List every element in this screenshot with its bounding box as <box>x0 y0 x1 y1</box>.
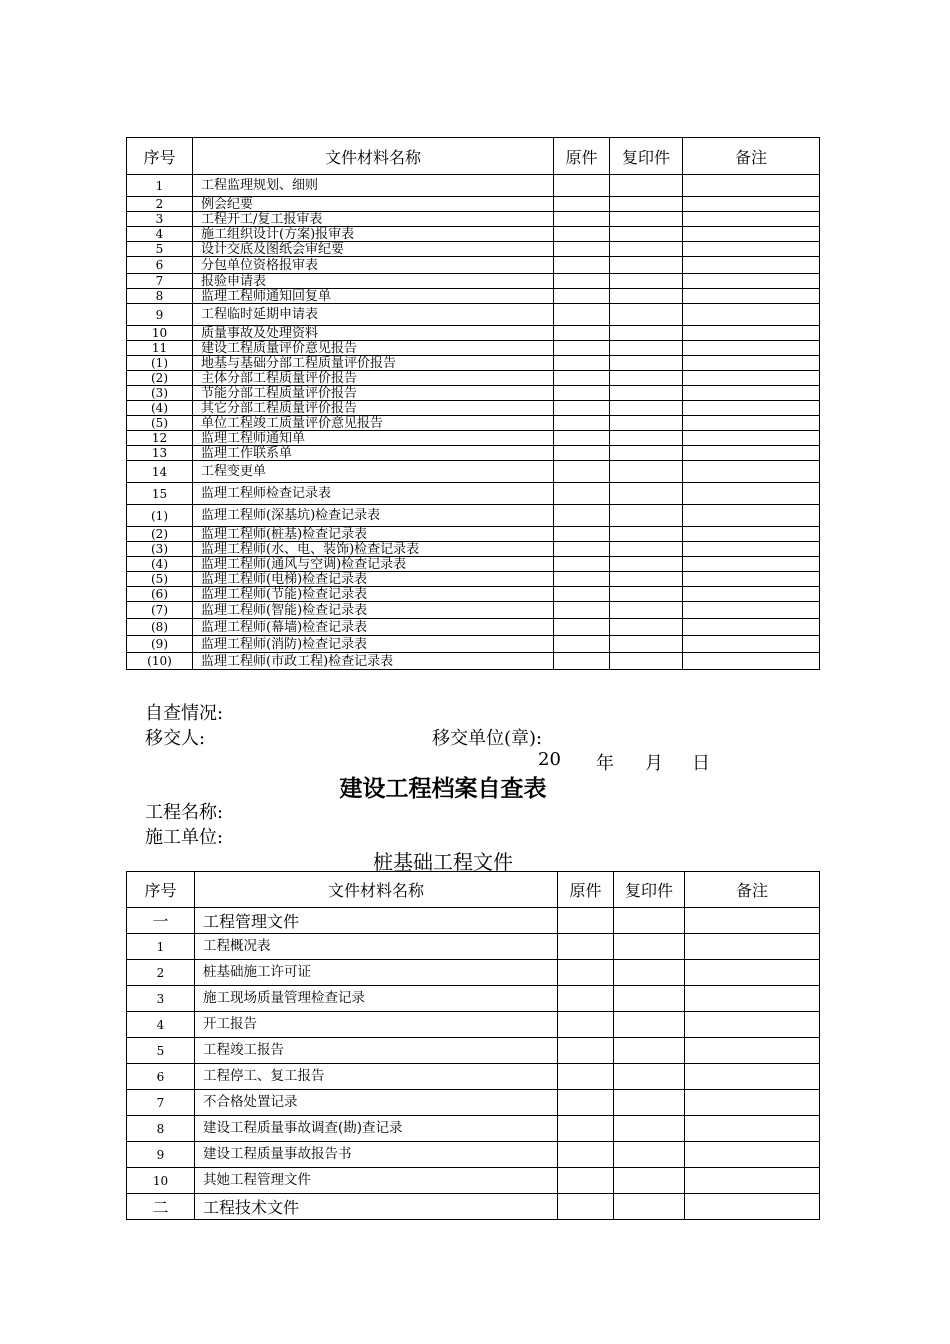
table-row <box>127 227 820 242</box>
row-original <box>558 1038 614 1064</box>
row-seq: (3) <box>127 386 193 401</box>
row-seq: 6 <box>127 257 193 274</box>
row-name: 施工现场质量管理检查记录 <box>195 986 558 1012</box>
row-original <box>558 1064 614 1090</box>
table-row <box>127 326 820 341</box>
row-name: 工程管理文件 <box>195 908 558 934</box>
row-copy <box>610 242 683 257</box>
row-copy <box>614 1116 685 1142</box>
row-seq: 6 <box>127 1064 195 1090</box>
row-name: 建设工程质量事故报告书 <box>195 1142 558 1168</box>
row-name: 监理工程师通知回复单 <box>193 289 554 304</box>
row-remarks <box>683 341 820 356</box>
row-seq: 9 <box>127 1142 195 1168</box>
table-row <box>127 527 820 542</box>
header-original: 原件 <box>558 872 614 908</box>
row-remarks <box>685 1194 820 1220</box>
row-name: 主体分部工程质量评价报告 <box>193 371 554 386</box>
row-copy <box>610 557 683 572</box>
table-row <box>127 653 820 670</box>
row-remarks <box>683 619 820 636</box>
row-seq: (10) <box>127 653 193 670</box>
table-row <box>127 341 820 356</box>
header-copy: 复印件 <box>610 138 683 175</box>
row-original <box>554 636 610 653</box>
row-copy <box>610 416 683 431</box>
row-seq: 5 <box>127 1038 195 1064</box>
row-copy <box>614 1090 685 1116</box>
row-remarks <box>683 461 820 483</box>
row-remarks <box>683 542 820 557</box>
row-seq: (9) <box>127 636 193 653</box>
row-copy <box>610 542 683 557</box>
row-remarks <box>683 416 820 431</box>
row-original <box>558 986 614 1012</box>
date-year: 年 <box>596 753 614 774</box>
row-name: 监理工程师(电梯)检查记录表 <box>193 572 554 587</box>
row-seq: 4 <box>127 227 193 242</box>
table-row <box>127 1142 820 1168</box>
row-seq: 13 <box>127 446 193 461</box>
table-header-row <box>127 138 820 175</box>
row-seq: (2) <box>127 527 193 542</box>
row-remarks <box>683 587 820 602</box>
table-row <box>127 304 820 326</box>
row-seq: 3 <box>127 986 195 1012</box>
row-copy <box>610 461 683 483</box>
row-seq: 11 <box>127 341 193 356</box>
row-original <box>554 257 610 274</box>
row-remarks <box>683 431 820 446</box>
row-seq: (5) <box>127 416 193 431</box>
row-remarks <box>683 636 820 653</box>
row-seq: 10 <box>127 326 193 341</box>
row-seq: 2 <box>127 960 195 986</box>
row-copy <box>610 326 683 341</box>
row-seq: 15 <box>127 483 193 505</box>
row-original <box>554 212 610 227</box>
row-copy <box>610 619 683 636</box>
row-name: 监理工程师通知单 <box>193 431 554 446</box>
table-row <box>127 960 820 986</box>
row-remarks <box>683 557 820 572</box>
pile-foundation-files-table <box>126 871 820 1220</box>
row-seq: 二 <box>127 1194 195 1220</box>
row-seq: (8) <box>127 619 193 636</box>
table-row <box>127 483 820 505</box>
row-copy <box>610 527 683 542</box>
row-copy <box>610 483 683 505</box>
row-copy <box>610 431 683 446</box>
table-row <box>127 371 820 386</box>
row-copy <box>610 274 683 289</box>
row-original <box>554 274 610 289</box>
row-name: 监理工程师检查记录表 <box>193 483 554 505</box>
row-original <box>558 1116 614 1142</box>
table-row <box>127 557 820 572</box>
supervision-files-table <box>126 137 820 670</box>
table-row <box>127 1064 820 1090</box>
row-seq: 8 <box>127 1116 195 1142</box>
row-name: 设计交底及图纸会审纪要 <box>193 242 554 257</box>
row-copy <box>610 197 683 212</box>
row-remarks <box>683 242 820 257</box>
row-seq: (5) <box>127 572 193 587</box>
header-name: 文件材料名称 <box>195 872 558 908</box>
row-seq: (3) <box>127 542 193 557</box>
row-name: 分包单位资格报审表 <box>193 257 554 274</box>
table-row <box>127 572 820 587</box>
row-original <box>558 1012 614 1038</box>
table-row <box>127 197 820 212</box>
self-check-label: 自查情况: <box>145 703 224 724</box>
header-seq: 序号 <box>127 872 195 908</box>
row-remarks <box>683 274 820 289</box>
row-remarks <box>683 289 820 304</box>
row-original <box>554 304 610 326</box>
row-name: 工程概况表 <box>195 934 558 960</box>
construction-unit-label: 施工单位: <box>145 827 224 848</box>
row-original <box>558 1194 614 1220</box>
document-title: 建设工程档案自查表 <box>339 775 547 802</box>
row-seq: (4) <box>127 401 193 416</box>
row-remarks <box>685 1116 820 1142</box>
row-remarks <box>683 326 820 341</box>
row-copy <box>610 356 683 371</box>
row-remarks <box>685 960 820 986</box>
row-name: 监理工程师(桩基)检查记录表 <box>193 527 554 542</box>
table-row <box>127 1012 820 1038</box>
row-copy <box>610 289 683 304</box>
row-remarks <box>683 386 820 401</box>
row-copy <box>610 341 683 356</box>
table-row <box>127 461 820 483</box>
row-name: 地基与基础分部工程质量评价报告 <box>193 356 554 371</box>
row-name: 建设工程质量事故调查(勘)查记录 <box>195 1116 558 1142</box>
row-copy <box>610 227 683 242</box>
row-remarks <box>683 527 820 542</box>
row-name: 工程变更单 <box>193 461 554 483</box>
row-original <box>554 505 610 527</box>
row-seq: 1 <box>127 934 195 960</box>
row-name: 工程停工、复工报告 <box>195 1064 558 1090</box>
row-original <box>554 227 610 242</box>
row-original <box>554 175 610 197</box>
row-name: 监理工程师(节能)检查记录表 <box>193 587 554 602</box>
table-row <box>127 212 820 227</box>
row-copy <box>614 1012 685 1038</box>
row-copy <box>610 587 683 602</box>
row-remarks <box>683 304 820 326</box>
row-copy <box>614 960 685 986</box>
row-remarks <box>683 505 820 527</box>
row-original <box>554 242 610 257</box>
row-original <box>554 431 610 446</box>
table-row <box>127 1194 820 1220</box>
table-row <box>127 1168 820 1194</box>
row-copy <box>614 1142 685 1168</box>
transferor-label: 移交人: <box>145 728 206 749</box>
row-seq: 1 <box>127 175 193 197</box>
row-remarks <box>683 602 820 619</box>
table-row <box>127 986 820 1012</box>
table-row <box>127 401 820 416</box>
row-copy <box>614 1064 685 1090</box>
row-remarks <box>683 356 820 371</box>
row-name: 建设工程质量评价意见报告 <box>193 341 554 356</box>
row-remarks <box>683 653 820 670</box>
header-remarks: 备注 <box>685 872 820 908</box>
row-remarks <box>685 1142 820 1168</box>
row-name: 监理工程师(消防)检查记录表 <box>193 636 554 653</box>
row-remarks <box>685 908 820 934</box>
table-row <box>127 356 820 371</box>
row-name: 工程竣工报告 <box>195 1038 558 1064</box>
table-row <box>127 934 820 960</box>
row-remarks <box>683 371 820 386</box>
row-remarks <box>685 1012 820 1038</box>
table-row <box>127 1090 820 1116</box>
row-original <box>554 653 610 670</box>
row-copy <box>610 401 683 416</box>
table-row <box>127 446 820 461</box>
row-original <box>554 527 610 542</box>
date-month: 月 <box>645 753 663 774</box>
table-row <box>127 619 820 636</box>
row-copy <box>610 636 683 653</box>
header-name: 文件材料名称 <box>193 138 554 175</box>
row-copy <box>614 1168 685 1194</box>
header-copy: 复印件 <box>614 872 685 908</box>
table-row <box>127 431 820 446</box>
row-name: 单位工程竣工质量评价意见报告 <box>193 416 554 431</box>
table-row <box>127 274 820 289</box>
row-remarks <box>683 446 820 461</box>
row-seq: 8 <box>127 289 193 304</box>
row-original <box>558 960 614 986</box>
row-original <box>554 483 610 505</box>
row-seq: 3 <box>127 212 193 227</box>
row-copy <box>610 304 683 326</box>
row-seq: (1) <box>127 505 193 527</box>
row-copy <box>610 653 683 670</box>
header-seq: 序号 <box>127 138 193 175</box>
table-row <box>127 386 820 401</box>
row-name: 监理工程师(深基坑)检查记录表 <box>193 505 554 527</box>
table-row <box>127 505 820 527</box>
row-original <box>554 326 610 341</box>
row-original <box>554 356 610 371</box>
row-name: 节能分部工程质量评价报告 <box>193 386 554 401</box>
row-seq: 一 <box>127 908 195 934</box>
row-remarks <box>685 1038 820 1064</box>
table-row <box>127 416 820 431</box>
row-name: 其她工程管理文件 <box>195 1168 558 1194</box>
row-original <box>558 1090 614 1116</box>
row-original <box>554 461 610 483</box>
row-name: 开工报告 <box>195 1012 558 1038</box>
table-row <box>127 257 820 274</box>
row-copy <box>610 572 683 587</box>
row-copy <box>614 908 685 934</box>
row-original <box>554 401 610 416</box>
row-copy <box>610 386 683 401</box>
row-copy <box>614 1194 685 1220</box>
row-name: 工程监理规划、细则 <box>193 175 554 197</box>
row-copy <box>610 505 683 527</box>
row-original <box>554 587 610 602</box>
row-copy <box>610 212 683 227</box>
row-copy <box>614 1038 685 1064</box>
row-name: 工程技术文件 <box>195 1194 558 1220</box>
row-original <box>554 619 610 636</box>
row-original <box>554 371 610 386</box>
row-copy <box>610 257 683 274</box>
row-seq: 5 <box>127 242 193 257</box>
row-copy <box>610 602 683 619</box>
row-seq: 9 <box>127 304 193 326</box>
row-original <box>554 557 610 572</box>
row-copy <box>610 446 683 461</box>
project-name-label: 工程名称: <box>145 802 224 823</box>
header-original: 原件 <box>554 138 610 175</box>
row-name: 监理工程师(幕墙)检查记录表 <box>193 619 554 636</box>
date-day: 日 <box>692 753 710 774</box>
row-seq: 4 <box>127 1012 195 1038</box>
row-original <box>554 416 610 431</box>
row-seq: (6) <box>127 587 193 602</box>
row-original <box>558 908 614 934</box>
row-name: 桩基础施工许可证 <box>195 960 558 986</box>
row-remarks <box>683 483 820 505</box>
row-seq: 12 <box>127 431 193 446</box>
row-seq: 10 <box>127 1168 195 1194</box>
row-copy <box>610 175 683 197</box>
row-seq: (4) <box>127 557 193 572</box>
row-original <box>554 386 610 401</box>
row-original <box>558 1168 614 1194</box>
row-remarks <box>685 986 820 1012</box>
row-name: 报验申请表 <box>193 274 554 289</box>
row-remarks <box>683 197 820 212</box>
row-remarks <box>683 227 820 242</box>
row-name: 质量事故及处理资料 <box>193 326 554 341</box>
row-name: 工程临时延期申请表 <box>193 304 554 326</box>
row-original <box>554 289 610 304</box>
table-row <box>127 542 820 557</box>
row-copy <box>614 934 685 960</box>
row-original <box>558 1142 614 1168</box>
row-seq: 7 <box>127 1090 195 1116</box>
row-remarks <box>683 212 820 227</box>
table-row <box>127 242 820 257</box>
date-year-prefix: 20 <box>538 749 561 770</box>
row-remarks <box>685 934 820 960</box>
row-remarks <box>683 175 820 197</box>
row-seq: (2) <box>127 371 193 386</box>
row-original <box>554 197 610 212</box>
table-row <box>127 636 820 653</box>
row-seq: 7 <box>127 274 193 289</box>
row-name: 监理工程师(通风与空调)检查记录表 <box>193 557 554 572</box>
row-seq: 14 <box>127 461 193 483</box>
table-row <box>127 587 820 602</box>
row-original <box>554 572 610 587</box>
row-seq: (1) <box>127 356 193 371</box>
row-copy <box>610 371 683 386</box>
row-remarks <box>685 1090 820 1116</box>
row-seq: 2 <box>127 197 193 212</box>
row-original <box>558 934 614 960</box>
row-seq: (7) <box>127 602 193 619</box>
row-name: 施工组织设计(方案)报审表 <box>193 227 554 242</box>
row-name: 其它分部工程质量评价报告 <box>193 401 554 416</box>
row-original <box>554 602 610 619</box>
row-remarks <box>683 572 820 587</box>
section-subtitle: 桩基础工程文件 <box>373 850 513 874</box>
table-row <box>127 1038 820 1064</box>
row-remarks <box>683 401 820 416</box>
table-row <box>127 602 820 619</box>
header-remarks: 备注 <box>683 138 820 175</box>
row-name: 监理工程师(智能)检查记录表 <box>193 602 554 619</box>
table-row <box>127 289 820 304</box>
table-header-row <box>127 872 820 908</box>
row-name: 监理工作联系单 <box>193 446 554 461</box>
transfer-unit-label: 移交单位(章): <box>432 728 543 749</box>
row-original <box>554 446 610 461</box>
row-name: 例会纪要 <box>193 197 554 212</box>
row-name: 不合格处置记录 <box>195 1090 558 1116</box>
row-remarks <box>683 257 820 274</box>
row-original <box>554 542 610 557</box>
row-copy <box>614 986 685 1012</box>
table-row <box>127 1116 820 1142</box>
row-name: 监理工程师(市政工程)检查记录表 <box>193 653 554 670</box>
row-name: 监理工程师(水、电、装饰)检查记录表 <box>193 542 554 557</box>
row-original <box>554 341 610 356</box>
row-remarks <box>685 1064 820 1090</box>
row-remarks <box>685 1168 820 1194</box>
row-name: 工程开工/复工报审表 <box>193 212 554 227</box>
table-row <box>127 908 820 934</box>
table-row <box>127 175 820 197</box>
